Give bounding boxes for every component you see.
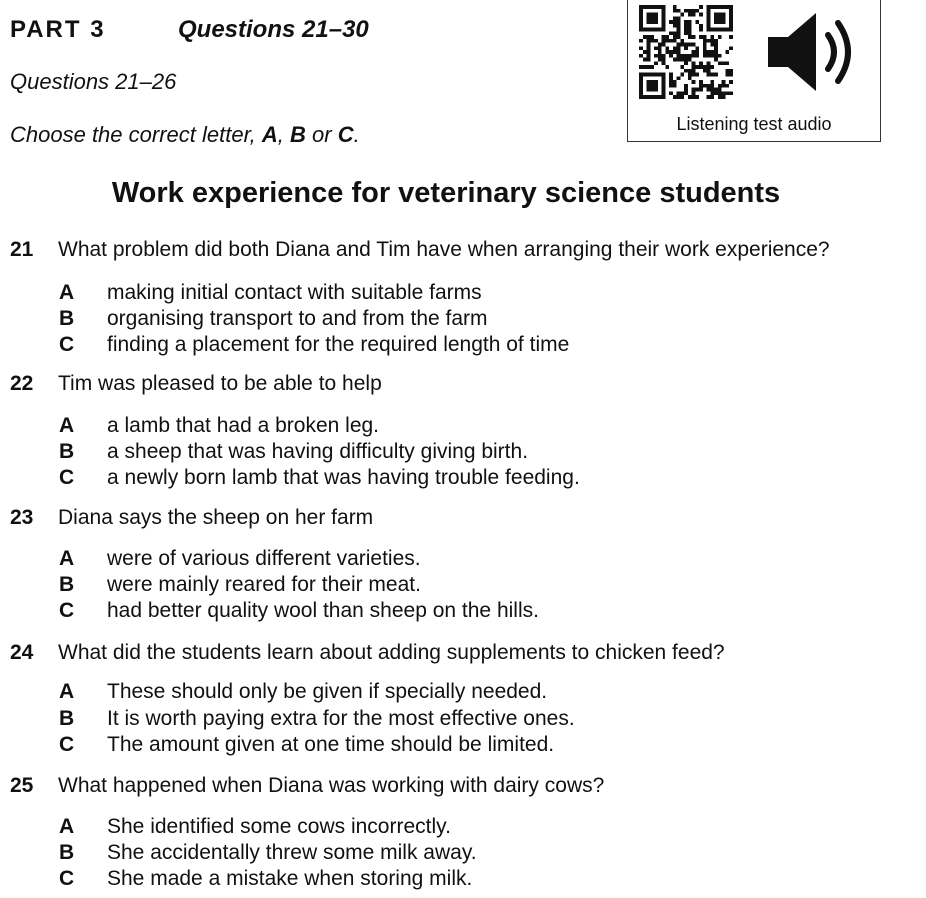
option-letter: A <box>59 414 75 437</box>
qr-code-icon[interactable] <box>638 5 734 99</box>
option-letter: A <box>59 547 75 570</box>
option-text: had better quality wool than sheep on the hills. <box>107 599 539 622</box>
option-a[interactable] <box>0 547 926 573</box>
option-letter: C <box>59 333 75 356</box>
option-b[interactable] <box>0 307 926 333</box>
instruction <box>10 122 360 148</box>
instruction-letter-c: C <box>337 122 354 147</box>
listening-audio-box[interactable] <box>627 0 881 142</box>
option-text: finding a placement for the required length of time <box>107 333 570 356</box>
option-letter: B <box>59 707 75 730</box>
question-text: Tim was pleased to be able to help <box>58 372 382 395</box>
option-text: a sheep that was having difficulty giving birth. <box>107 440 529 463</box>
speaker-icon[interactable] <box>766 11 856 93</box>
instruction-prefix: Choose the correct letter, <box>10 122 262 147</box>
option-a[interactable] <box>0 815 926 841</box>
option-letter: C <box>59 867 75 890</box>
listening-audio-label: Listening test audio <box>676 114 832 134</box>
section-title: Work experience for veterinary science students <box>111 177 781 209</box>
question-number: 24 <box>10 641 34 664</box>
question-text: What happened when Diana was working with dairy cows? <box>58 774 605 797</box>
option-a[interactable] <box>0 680 926 706</box>
option-letter: B <box>59 841 75 864</box>
option-text: a newly born lamb that was having trouble feeding. <box>107 466 580 489</box>
option-a[interactable] <box>0 414 926 440</box>
instruction-suffix: . <box>353 122 360 147</box>
question-text: What did the students learn about adding supplements to chicken feed? <box>58 641 725 664</box>
option-a[interactable] <box>0 281 926 307</box>
sub-questions-range: Questions 21–26 <box>10 69 177 94</box>
instruction-sep-2: or <box>305 122 338 147</box>
option-text: organising transport to and from the farm <box>107 307 488 330</box>
questions-range-heading: Questions 21–30 <box>178 16 369 43</box>
option-b[interactable] <box>0 440 926 466</box>
option-c[interactable] <box>0 599 926 625</box>
option-c[interactable] <box>0 867 926 893</box>
option-letter: A <box>59 281 75 304</box>
instruction-letter-b: B <box>290 122 306 147</box>
option-letter: C <box>59 599 75 622</box>
option-letter: A <box>59 680 75 703</box>
option-text: It is worth paying extra for the most effective ones. <box>107 707 575 730</box>
option-c[interactable] <box>0 333 926 359</box>
option-text: She accidentally threw some milk away. <box>107 841 477 864</box>
option-b[interactable] <box>0 841 926 867</box>
option-text: making initial contact with suitable farms <box>107 281 482 304</box>
question-text: Diana says the sheep on her farm <box>58 506 374 529</box>
option-letter: B <box>59 307 75 330</box>
question-number: 21 <box>10 238 34 261</box>
option-text: These should only be given if specially needed. <box>107 680 548 703</box>
option-letter: C <box>59 466 75 489</box>
option-c[interactable] <box>0 733 926 759</box>
question-number: 23 <box>10 506 34 529</box>
part-label: PART 3 <box>10 16 106 43</box>
option-b[interactable] <box>0 573 926 599</box>
option-c[interactable] <box>0 466 926 492</box>
option-letter: A <box>59 815 75 838</box>
option-text: She made a mistake when storing milk. <box>107 867 473 890</box>
option-text: The amount given at one time should be limited. <box>107 733 555 756</box>
option-text: a lamb that had a broken leg. <box>107 414 380 437</box>
option-b[interactable] <box>0 707 926 733</box>
option-text: She identified some cows incorrectly. <box>107 815 451 838</box>
option-text: were mainly reared for their meat. <box>107 573 421 596</box>
instruction-letter-a: A <box>261 122 278 147</box>
option-letter: B <box>59 440 75 463</box>
question-number: 22 <box>10 372 34 395</box>
option-letter: B <box>59 573 75 596</box>
option-letter: C <box>59 733 75 756</box>
question-number: 25 <box>10 774 34 797</box>
instruction-sep-1: , <box>277 122 291 147</box>
option-text: were of various different varieties. <box>107 547 421 570</box>
question-text: What problem did both Diana and Tim have when arranging their work experience? <box>58 238 830 261</box>
